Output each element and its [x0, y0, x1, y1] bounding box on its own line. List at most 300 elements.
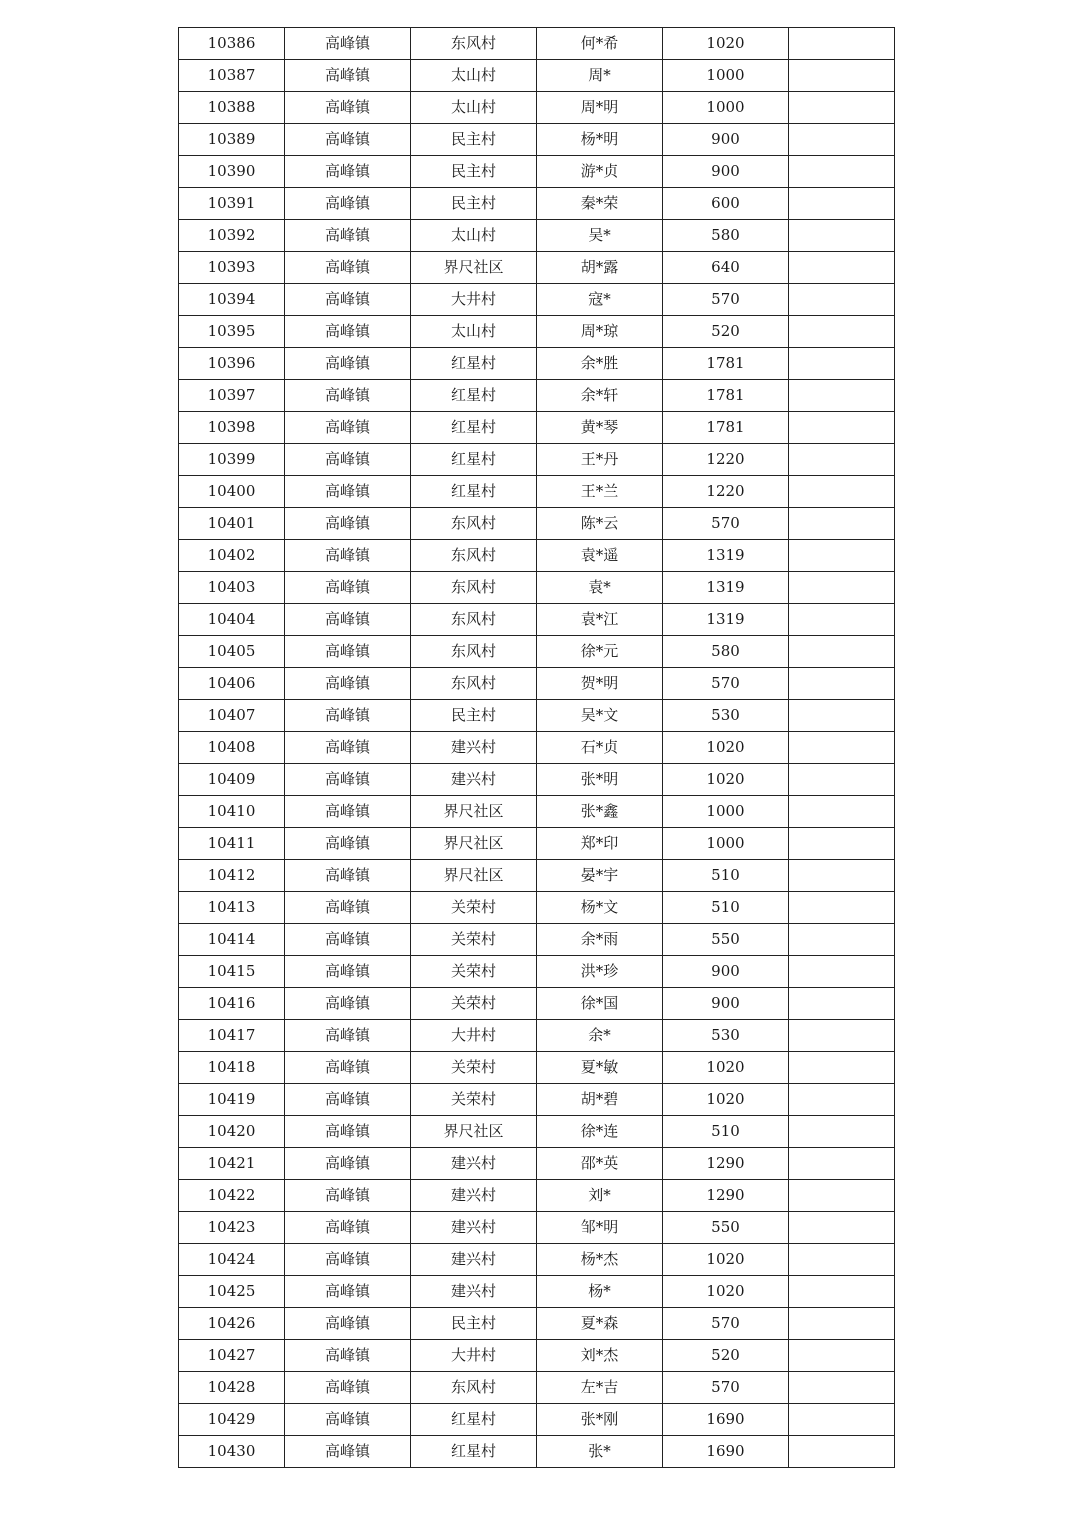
table-row	[179, 572, 895, 604]
name-cell: 徐*元	[537, 636, 663, 668]
serial-number-cell: 10415	[179, 956, 285, 988]
village-cell: 民主村	[411, 700, 537, 732]
name-cell: 左*吉	[537, 1372, 663, 1404]
town-cell: 高峰镇	[285, 1308, 411, 1340]
town-cell: 高峰镇	[285, 828, 411, 860]
serial-number-cell: 10392	[179, 220, 285, 252]
amount-cell: 550	[663, 924, 789, 956]
village-cell: 民主村	[411, 188, 537, 220]
village-cell: 东风村	[411, 668, 537, 700]
village-cell: 关荣村	[411, 988, 537, 1020]
remark-cell	[789, 892, 895, 924]
name-cell: 袁*	[537, 572, 663, 604]
serial-number-cell: 10424	[179, 1244, 285, 1276]
village-cell: 关荣村	[411, 924, 537, 956]
table-row	[179, 636, 895, 668]
town-cell: 高峰镇	[285, 1052, 411, 1084]
town-cell: 高峰镇	[285, 668, 411, 700]
amount-cell: 1020	[663, 1084, 789, 1116]
name-cell: 黄*琴	[537, 412, 663, 444]
town-cell: 高峰镇	[285, 1084, 411, 1116]
serial-number-cell: 10403	[179, 572, 285, 604]
name-cell: 余*胜	[537, 348, 663, 380]
village-cell: 大井村	[411, 1340, 537, 1372]
remark-cell	[789, 60, 895, 92]
amount-cell: 1220	[663, 444, 789, 476]
name-cell: 周*琼	[537, 316, 663, 348]
table-row	[179, 92, 895, 124]
town-cell: 高峰镇	[285, 956, 411, 988]
town-cell: 高峰镇	[285, 988, 411, 1020]
serial-number-cell: 10419	[179, 1084, 285, 1116]
town-cell: 高峰镇	[285, 1020, 411, 1052]
amount-cell: 900	[663, 156, 789, 188]
town-cell: 高峰镇	[285, 476, 411, 508]
name-cell: 张*鑫	[537, 796, 663, 828]
serial-number-cell: 10426	[179, 1308, 285, 1340]
remark-cell	[789, 1212, 895, 1244]
town-cell: 高峰镇	[285, 156, 411, 188]
serial-number-cell: 10412	[179, 860, 285, 892]
village-cell: 关荣村	[411, 956, 537, 988]
name-cell: 陈*云	[537, 508, 663, 540]
table-row	[179, 1372, 895, 1404]
amount-cell: 570	[663, 284, 789, 316]
village-cell: 太山村	[411, 92, 537, 124]
serial-number-cell: 10407	[179, 700, 285, 732]
remark-cell	[789, 220, 895, 252]
town-cell: 高峰镇	[285, 284, 411, 316]
table-row	[179, 1244, 895, 1276]
name-cell: 余*	[537, 1020, 663, 1052]
village-cell: 东风村	[411, 636, 537, 668]
serial-number-cell: 10400	[179, 476, 285, 508]
village-cell: 大井村	[411, 284, 537, 316]
amount-cell: 570	[663, 508, 789, 540]
remark-cell	[789, 188, 895, 220]
town-cell: 高峰镇	[285, 508, 411, 540]
name-cell: 周*明	[537, 92, 663, 124]
name-cell: 张*明	[537, 764, 663, 796]
name-cell: 杨*明	[537, 124, 663, 156]
town-cell: 高峰镇	[285, 444, 411, 476]
table-row	[179, 892, 895, 924]
village-cell: 民主村	[411, 124, 537, 156]
serial-number-cell: 10397	[179, 380, 285, 412]
table-row	[179, 1116, 895, 1148]
village-cell: 建兴村	[411, 732, 537, 764]
town-cell: 高峰镇	[285, 92, 411, 124]
remark-cell	[789, 1436, 895, 1468]
amount-cell: 1290	[663, 1180, 789, 1212]
village-cell: 民主村	[411, 156, 537, 188]
remark-cell	[789, 828, 895, 860]
name-cell: 周*	[537, 60, 663, 92]
town-cell: 高峰镇	[285, 700, 411, 732]
town-cell: 高峰镇	[285, 220, 411, 252]
serial-number-cell: 10389	[179, 124, 285, 156]
remark-cell	[789, 1148, 895, 1180]
amount-cell: 1020	[663, 1244, 789, 1276]
name-cell: 杨*	[537, 1276, 663, 1308]
amount-cell: 1020	[663, 732, 789, 764]
name-cell: 游*贞	[537, 156, 663, 188]
roster-table	[178, 27, 895, 1468]
amount-cell: 1020	[663, 28, 789, 60]
table-row	[179, 1404, 895, 1436]
town-cell: 高峰镇	[285, 892, 411, 924]
amount-cell: 510	[663, 860, 789, 892]
remark-cell	[789, 1020, 895, 1052]
remark-cell	[789, 284, 895, 316]
town-cell: 高峰镇	[285, 636, 411, 668]
remark-cell	[789, 156, 895, 188]
village-cell: 界尺社区	[411, 796, 537, 828]
amount-cell: 520	[663, 1340, 789, 1372]
amount-cell: 550	[663, 1212, 789, 1244]
remark-cell	[789, 348, 895, 380]
serial-number-cell: 10413	[179, 892, 285, 924]
table-row	[179, 1212, 895, 1244]
remark-cell	[789, 1308, 895, 1340]
name-cell: 晏*宇	[537, 860, 663, 892]
village-cell: 建兴村	[411, 764, 537, 796]
town-cell: 高峰镇	[285, 1372, 411, 1404]
amount-cell: 1000	[663, 92, 789, 124]
table-row	[179, 828, 895, 860]
town-cell: 高峰镇	[285, 924, 411, 956]
remark-cell	[789, 380, 895, 412]
amount-cell: 1000	[663, 796, 789, 828]
serial-number-cell: 10416	[179, 988, 285, 1020]
town-cell: 高峰镇	[285, 1276, 411, 1308]
remark-cell	[789, 444, 895, 476]
table-row	[179, 316, 895, 348]
table-row	[179, 796, 895, 828]
amount-cell: 1020	[663, 764, 789, 796]
serial-number-cell: 10391	[179, 188, 285, 220]
amount-cell: 1000	[663, 60, 789, 92]
town-cell: 高峰镇	[285, 412, 411, 444]
village-cell: 红星村	[411, 444, 537, 476]
amount-cell: 1020	[663, 1276, 789, 1308]
town-cell: 高峰镇	[285, 604, 411, 636]
village-cell: 太山村	[411, 60, 537, 92]
name-cell: 胡*露	[537, 252, 663, 284]
table-row	[179, 924, 895, 956]
name-cell: 徐*连	[537, 1116, 663, 1148]
name-cell: 寇*	[537, 284, 663, 316]
village-cell: 界尺社区	[411, 828, 537, 860]
amount-cell: 640	[663, 252, 789, 284]
amount-cell: 570	[663, 1372, 789, 1404]
amount-cell: 1690	[663, 1404, 789, 1436]
name-cell: 杨*杰	[537, 1244, 663, 1276]
remark-cell	[789, 1084, 895, 1116]
table-row	[179, 1308, 895, 1340]
serial-number-cell: 10401	[179, 508, 285, 540]
town-cell: 高峰镇	[285, 316, 411, 348]
town-cell: 高峰镇	[285, 380, 411, 412]
table-row	[179, 1436, 895, 1468]
name-cell: 秦*荣	[537, 188, 663, 220]
name-cell: 袁*江	[537, 604, 663, 636]
amount-cell: 1000	[663, 828, 789, 860]
table-row	[179, 156, 895, 188]
table-row	[179, 444, 895, 476]
table-row	[179, 476, 895, 508]
remark-cell	[789, 636, 895, 668]
amount-cell: 580	[663, 220, 789, 252]
amount-cell: 530	[663, 700, 789, 732]
serial-number-cell: 10405	[179, 636, 285, 668]
table-row	[179, 1276, 895, 1308]
serial-number-cell: 10429	[179, 1404, 285, 1436]
village-cell: 东风村	[411, 28, 537, 60]
amount-cell: 1020	[663, 1052, 789, 1084]
serial-number-cell: 10428	[179, 1372, 285, 1404]
serial-number-cell: 10404	[179, 604, 285, 636]
table-row	[179, 348, 895, 380]
village-cell: 建兴村	[411, 1276, 537, 1308]
table-row	[179, 668, 895, 700]
remark-cell	[789, 796, 895, 828]
amount-cell: 530	[663, 1020, 789, 1052]
document-page	[178, 27, 894, 1468]
table-row	[179, 28, 895, 60]
town-cell: 高峰镇	[285, 732, 411, 764]
remark-cell	[789, 508, 895, 540]
amount-cell: 570	[663, 1308, 789, 1340]
remark-cell	[789, 764, 895, 796]
serial-number-cell: 10399	[179, 444, 285, 476]
remark-cell	[789, 988, 895, 1020]
serial-number-cell: 10398	[179, 412, 285, 444]
name-cell: 洪*珍	[537, 956, 663, 988]
town-cell: 高峰镇	[285, 1212, 411, 1244]
name-cell: 刘*杰	[537, 1340, 663, 1372]
remark-cell	[789, 1276, 895, 1308]
town-cell: 高峰镇	[285, 1180, 411, 1212]
amount-cell: 1781	[663, 380, 789, 412]
village-cell: 红星村	[411, 1436, 537, 1468]
table-row	[179, 252, 895, 284]
table-row	[179, 1340, 895, 1372]
village-cell: 红星村	[411, 1404, 537, 1436]
town-cell: 高峰镇	[285, 252, 411, 284]
table-row	[179, 764, 895, 796]
remark-cell	[789, 700, 895, 732]
remark-cell	[789, 668, 895, 700]
remark-cell	[789, 28, 895, 60]
serial-number-cell: 10427	[179, 1340, 285, 1372]
table-row	[179, 956, 895, 988]
village-cell: 界尺社区	[411, 860, 537, 892]
village-cell: 建兴村	[411, 1148, 537, 1180]
remark-cell	[789, 1116, 895, 1148]
table-row	[179, 860, 895, 892]
town-cell: 高峰镇	[285, 540, 411, 572]
serial-number-cell: 10387	[179, 60, 285, 92]
remark-cell	[789, 860, 895, 892]
serial-number-cell: 10396	[179, 348, 285, 380]
serial-number-cell: 10386	[179, 28, 285, 60]
table-row	[179, 540, 895, 572]
amount-cell: 1781	[663, 348, 789, 380]
table-row	[179, 700, 895, 732]
village-cell: 东风村	[411, 1372, 537, 1404]
table-row	[179, 220, 895, 252]
serial-number-cell: 10425	[179, 1276, 285, 1308]
serial-number-cell: 10422	[179, 1180, 285, 1212]
amount-cell: 1781	[663, 412, 789, 444]
village-cell: 红星村	[411, 476, 537, 508]
serial-number-cell: 10408	[179, 732, 285, 764]
village-cell: 太山村	[411, 316, 537, 348]
name-cell: 张*刚	[537, 1404, 663, 1436]
remark-cell	[789, 732, 895, 764]
village-cell: 红星村	[411, 380, 537, 412]
name-cell: 吴*	[537, 220, 663, 252]
name-cell: 胡*碧	[537, 1084, 663, 1116]
table-row	[179, 988, 895, 1020]
amount-cell: 1220	[663, 476, 789, 508]
remark-cell	[789, 124, 895, 156]
serial-number-cell: 10393	[179, 252, 285, 284]
name-cell: 王*兰	[537, 476, 663, 508]
roster-table-body	[179, 28, 895, 1468]
table-row	[179, 1084, 895, 1116]
amount-cell: 520	[663, 316, 789, 348]
town-cell: 高峰镇	[285, 1404, 411, 1436]
remark-cell	[789, 412, 895, 444]
amount-cell: 570	[663, 668, 789, 700]
village-cell: 建兴村	[411, 1244, 537, 1276]
remark-cell	[789, 604, 895, 636]
remark-cell	[789, 1340, 895, 1372]
remark-cell	[789, 1404, 895, 1436]
town-cell: 高峰镇	[285, 860, 411, 892]
village-cell: 建兴村	[411, 1212, 537, 1244]
table-row	[179, 1020, 895, 1052]
serial-number-cell: 10417	[179, 1020, 285, 1052]
name-cell: 张*	[537, 1436, 663, 1468]
town-cell: 高峰镇	[285, 1116, 411, 1148]
town-cell: 高峰镇	[285, 572, 411, 604]
name-cell: 石*贞	[537, 732, 663, 764]
amount-cell: 900	[663, 956, 789, 988]
serial-number-cell: 10411	[179, 828, 285, 860]
remark-cell	[789, 956, 895, 988]
table-row	[179, 1180, 895, 1212]
serial-number-cell: 10409	[179, 764, 285, 796]
name-cell: 邹*明	[537, 1212, 663, 1244]
serial-number-cell: 10390	[179, 156, 285, 188]
village-cell: 大井村	[411, 1020, 537, 1052]
village-cell: 东风村	[411, 604, 537, 636]
village-cell: 关荣村	[411, 892, 537, 924]
table-row	[179, 604, 895, 636]
village-cell: 界尺社区	[411, 1116, 537, 1148]
table-row	[179, 60, 895, 92]
name-cell: 贺*明	[537, 668, 663, 700]
table-row	[179, 188, 895, 220]
village-cell: 关荣村	[411, 1052, 537, 1084]
amount-cell: 580	[663, 636, 789, 668]
remark-cell	[789, 572, 895, 604]
amount-cell: 600	[663, 188, 789, 220]
town-cell: 高峰镇	[285, 1436, 411, 1468]
amount-cell: 900	[663, 124, 789, 156]
name-cell: 刘*	[537, 1180, 663, 1212]
serial-number-cell: 10402	[179, 540, 285, 572]
table-row	[179, 284, 895, 316]
town-cell: 高峰镇	[285, 188, 411, 220]
village-cell: 建兴村	[411, 1180, 537, 1212]
remark-cell	[789, 316, 895, 348]
village-cell: 东风村	[411, 540, 537, 572]
table-row	[179, 508, 895, 540]
remark-cell	[789, 92, 895, 124]
remark-cell	[789, 540, 895, 572]
village-cell: 太山村	[411, 220, 537, 252]
village-cell: 红星村	[411, 348, 537, 380]
town-cell: 高峰镇	[285, 1244, 411, 1276]
town-cell: 高峰镇	[285, 1340, 411, 1372]
town-cell: 高峰镇	[285, 60, 411, 92]
remark-cell	[789, 252, 895, 284]
remark-cell	[789, 1052, 895, 1084]
town-cell: 高峰镇	[285, 348, 411, 380]
village-cell: 东风村	[411, 572, 537, 604]
remark-cell	[789, 476, 895, 508]
table-row	[179, 124, 895, 156]
amount-cell: 1290	[663, 1148, 789, 1180]
name-cell: 杨*文	[537, 892, 663, 924]
name-cell: 郑*印	[537, 828, 663, 860]
table-row	[179, 732, 895, 764]
remark-cell	[789, 1180, 895, 1212]
village-cell: 民主村	[411, 1308, 537, 1340]
remark-cell	[789, 1372, 895, 1404]
town-cell: 高峰镇	[285, 764, 411, 796]
serial-number-cell: 10406	[179, 668, 285, 700]
remark-cell	[789, 924, 895, 956]
town-cell: 高峰镇	[285, 1148, 411, 1180]
town-cell: 高峰镇	[285, 796, 411, 828]
amount-cell: 510	[663, 1116, 789, 1148]
name-cell: 吴*文	[537, 700, 663, 732]
table-row	[179, 380, 895, 412]
table-row	[179, 412, 895, 444]
name-cell: 袁*遥	[537, 540, 663, 572]
name-cell: 邵*英	[537, 1148, 663, 1180]
name-cell: 余*轩	[537, 380, 663, 412]
town-cell: 高峰镇	[285, 124, 411, 156]
amount-cell: 1319	[663, 604, 789, 636]
serial-number-cell: 10418	[179, 1052, 285, 1084]
serial-number-cell: 10395	[179, 316, 285, 348]
serial-number-cell: 10430	[179, 1436, 285, 1468]
name-cell: 余*雨	[537, 924, 663, 956]
serial-number-cell: 10410	[179, 796, 285, 828]
table-row	[179, 1148, 895, 1180]
table-row	[179, 1052, 895, 1084]
name-cell: 何*希	[537, 28, 663, 60]
serial-number-cell: 10394	[179, 284, 285, 316]
serial-number-cell: 10423	[179, 1212, 285, 1244]
name-cell: 徐*国	[537, 988, 663, 1020]
